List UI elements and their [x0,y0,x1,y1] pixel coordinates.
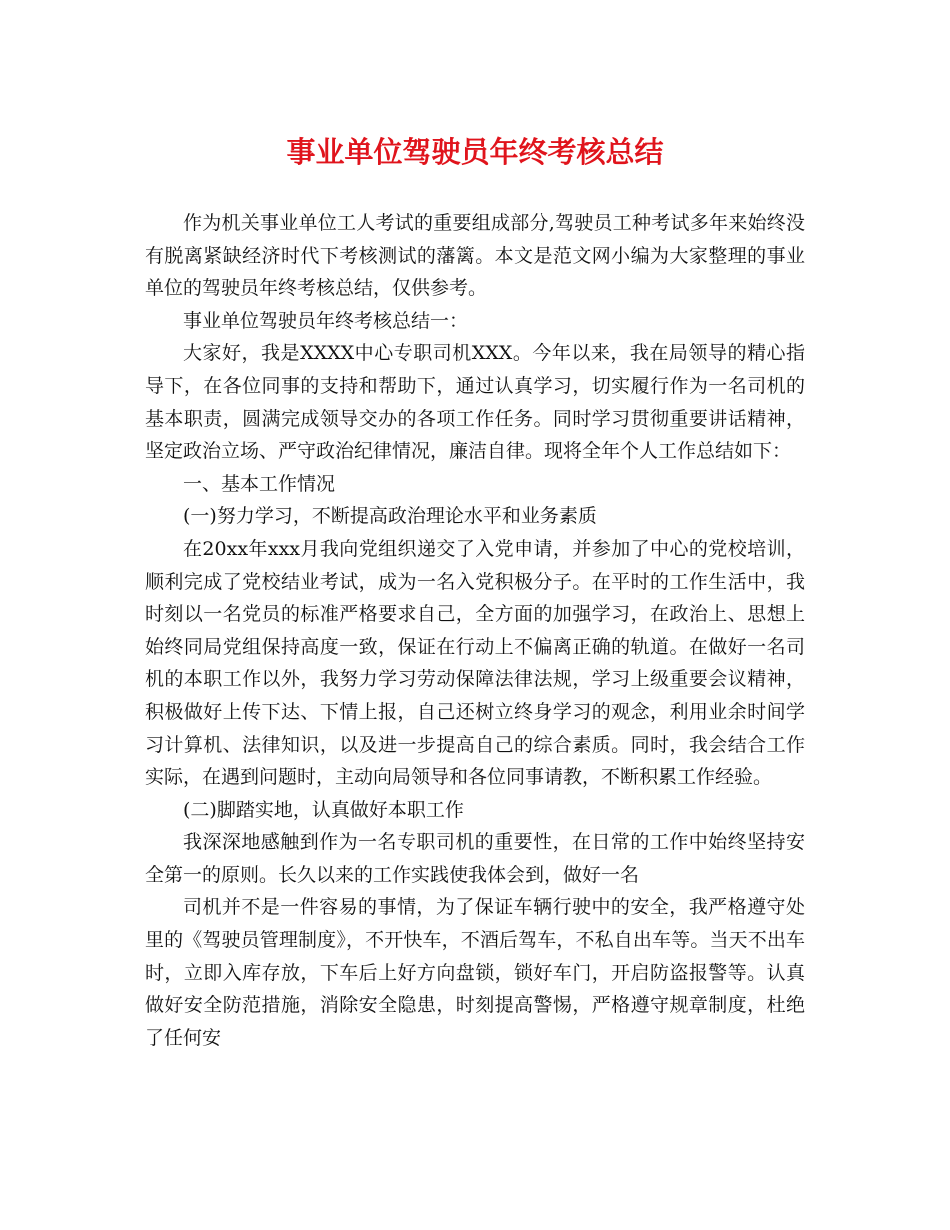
paragraph: 我深深地感触到作为一名专职司机的重要性，在日常的工作中始终坚持安全第一的原则。长久以来的工作实践使我体会到，做好一名 [145,831,805,886]
section-heading: 一、基本工作情况 [183,472,336,495]
paragraph: 司机并不是一件容易的事情，为了保证车辆行驶中的安全，我严格遵守处里的《驾驶员管理制度》，不开快车，不酒后驾车，不私自出车等。当天不出车时，立即入库存放，下车后上好方向盘锁，锁好车门，开启防盗报警等。认真做好安全防范措施，消除安全隐患，时刻提高警惕，严格遵守规章制度，杜绝了任何安 [145,896,805,1049]
paragraph: 在20xx年xxx月我向党组织递交了入党申请，并参加了中心的党校培训，顺利完成了党校结业考试，成为一名入党积极分子。在平时的工作生活中，我时刻以一名党员的标准严格要求自己，全方面的加强学习，在政治上、思想上始终同局党组保持高度一致，保证在行动上不偏离正确的轨道。在做好一名司机的本职工作以外，我努力学习劳动保障法律法规，学习上级重要会议精神，积极做好上传下达、下情上报，自己还树立终身学习的观念，利用业余时间学习计算机、法律知识，以及进一步提高自己的综合素质。同时，我会结合工作实际，在遇到问题时，主动向局领导和各位同事请教，不断积累工作经验。 [145,537,805,789]
subsection-heading: (二)脚踏实地，认真做好本职工作 [183,798,464,821]
paragraph: 作为机关事业单位工人考试的重要组成部分,驾驶员工种考试多年来始终没有脱离紧缺经济时代下考核测试的藩篱。本文是范文网小编为大家整理的事业单位的驾驶员年终考核总结，仅供参考。 [145,212,805,300]
paragraph: 大家好，我是XXXX中心专职司机XXX。今年以来，我在局领导的精心指导下，在各位同事的支持和帮助下，通过认真学习，切实履行作为一名司机的基本职责，圆满完成领导交办的各项工作任务。同时学习贯彻重要讲话精神，坚定政治立场、严守政治纪律情况，廉洁自律。现将全年个人工作总结如下： [145,342,805,463]
document-title: 事业单位驾驶员年终考核总结 [286,135,664,169]
paragraph: 事业单位驾驶员年终考核总结一： [183,309,469,332]
document-body [145,207,805,1054]
subsection-heading: (一)努力学习，不断提高政治理论水平和业务素质 [183,505,597,528]
